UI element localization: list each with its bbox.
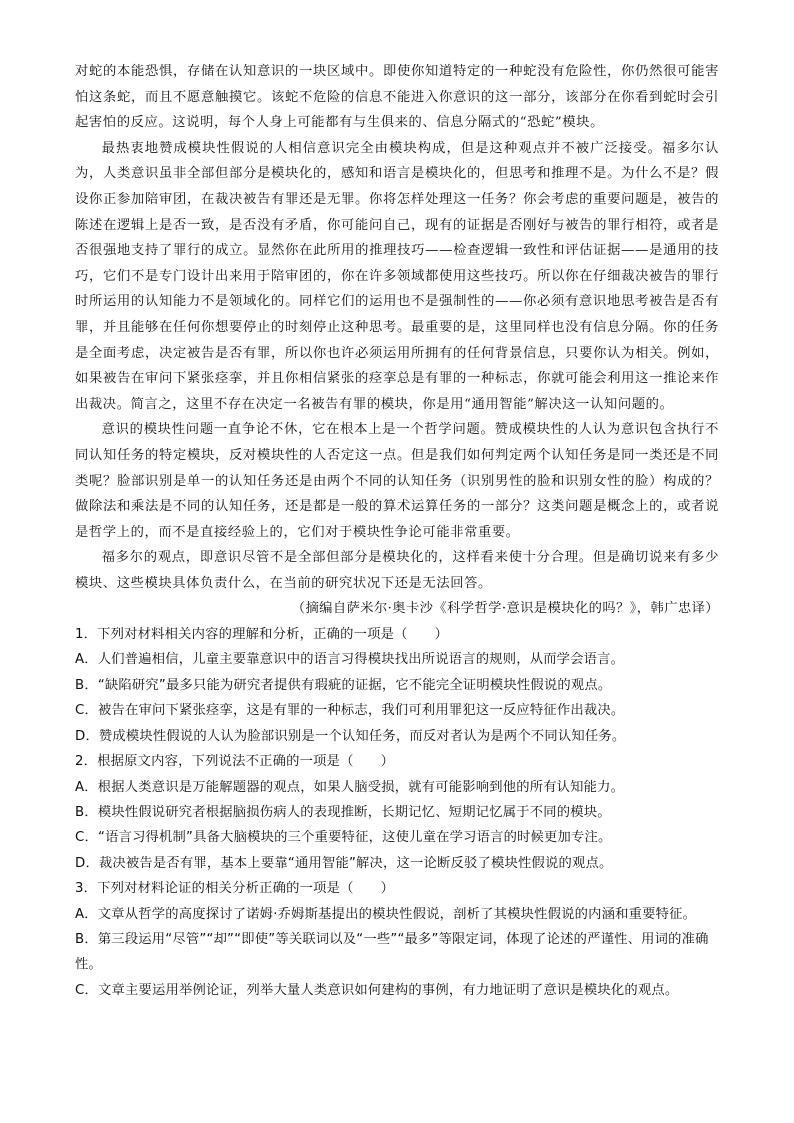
passage-source: （摘编自萨米尔·奥卡沙《科学哲学·意识是模块化的吗？》，韩广忠译） xyxy=(291,601,719,617)
option-b: B．“缺陷研究”最多只能为研究者提供有瑕疵的证据，它不能完全证明模块性假说的观点。 xyxy=(75,677,612,693)
option-a: A．文章从哲学的高度探讨了诺姆·乔姆斯基提出的模块性假说，剖析了其模块性假说的内涵和重要特征。 xyxy=(75,906,697,922)
passage-paragraph-1: 对蛇的本能恐惧，存储在认知意识的一块区域中。即使你知道特定的一种蛇没有危险性，你仍然很可能害怕这条蛇，而且不愿意触摸它。该蛇不危险的信息不能进入你意识的这一部分，该部分在你看到蛇时会引起害怕的反应。这说明，每个人身上可能都有与生俱来的、信息分隔式的“恐蛇”模块。 xyxy=(75,64,719,131)
option-d: D．裁决被告是否有罪，基本上要靠“通用智能”解决，这一论断反驳了模块性假说的观点。 xyxy=(75,855,613,871)
question-1 xyxy=(75,622,719,749)
option-b: B．第三段运用“尽管”“却”“即使”等关联词以及“一些”“最多”等限定词，体现了论述的严谨性、用词的准确性。 xyxy=(75,931,709,973)
option-c: C．“语言习得机制”具备大脑模块的三个重要特征，这使儿童在学习语言的时候更加专注。 xyxy=(75,830,612,846)
question-stem: 2．根据原文内容，下列说法不正确的一项是（ ） xyxy=(75,754,395,770)
question-3 xyxy=(75,876,719,1003)
passage-paragraph-3: 意识的模块性问题一直争论不休，它在根本上是一个哲学问题。赞成模块性的人认为意识包含执行不同认知任务的特定模块，反对模块性的人否定这一点。但是我们如何判定两个认知任务是同一类还是不同类呢？脸部识别是单一的认知任务还是由两个不同的认知任务（识别男性的脸和识别女性的脸）构成的？做除法和乘法是不同的认知任务，还是都是一般的算术运算任务的一部分？这类问题是概念上的，或者说是哲学上的，而不是直接经验上的，它们对于模块性争论可能非常重要。 xyxy=(75,422,719,540)
question-2 xyxy=(75,749,719,876)
question-stem: 1．下列对材料相关内容的理解和分析，正确的一项是（ ） xyxy=(75,627,449,643)
option-b: B．模块性假说研究者根据脑损伤病人的表现推断，长期记忆、短期记忆属于不同的模块。 xyxy=(75,804,611,820)
option-c: C．文章主要运用举例论证，列举大量人类意识如何建构的事例，有力地证明了意识是模块化的观点。 xyxy=(75,982,679,998)
option-c: C．被告在审问下紧张痉挛，这是有罪的一种标志，我们可利用罪犯这一反应特征作出裁决。 xyxy=(75,703,625,719)
option-a: A．根据人类意识是万能解题器的观点，如果人脑受损，就有可能影响到他的所有认知能力。 xyxy=(75,779,625,795)
question-stem: 3．下列对材料论证的相关分析正确的一项是（ ） xyxy=(75,881,395,897)
passage-paragraph-4: 福多尔的观点，即意识尽管不是全部但部分是模块化的，这样看来使十分合理。但是确切说来有多少模块、这些模块具体负责什么，在当前的研究状况下还是无法回答。 xyxy=(75,550,719,591)
passage-paragraph-2: 最热衷地赞成模块性假说的人相信意识完全由模块构成，但是这种观点并不被广泛接受。福多尔认为，人类意识虽非全部但部分是模块化的，感知和语言是模块化的，但思考和推理不是。为什么不是？假设你正参加陪审团，在裁决被告有罪还是无罪。你将怎样处理这一任务？你会考虑的重要问题是，被告的陈述在逻辑上是否一致，是否没有矛盾，你可能问自己，现有的证据是否刚好与被告的罪行相符，或者是否很强地支持了罪行的成立。显然你在此所用的推理技巧——检查逻辑一致性和评估证据——是通用的技巧，它们不是专门设计出来用于陪审团的，你在许多领域都使用这些技巧。所以你在仔细裁决被告的罪行时所运用的认知能力不是领域化的。同样它们的运用也不是强制性的——你必须有意识地思考被告是否有罪，并且能够在任何你想要停止的时刻停止这种思考。最重要的是，这里同样也没有信息分隔。你的任务是全面考虑，决定被告是否有罪，所以你也许必须运用所拥有的任何背景信息，只要你认为相关。例如，如果被告在审问下紧张痉挛，并且你相信紧张的痉挛总是有罪的一种标志，你就可能会利用这一推论来作出裁决。简言之，这里不存在决定一名被告有罪的模块，你是用“通用智能”解决这一认知问题的。 xyxy=(75,140,719,412)
option-d: D．赞成模块性假说的人认为脸部识别是一个认知任务，而反对者认为是两个不同认知任务。 xyxy=(75,728,626,744)
option-a: A．人们普遍相信，儿童主要靠意识中的语言习得模块找出所说语言的规则，从而学会语言。 xyxy=(75,652,625,668)
